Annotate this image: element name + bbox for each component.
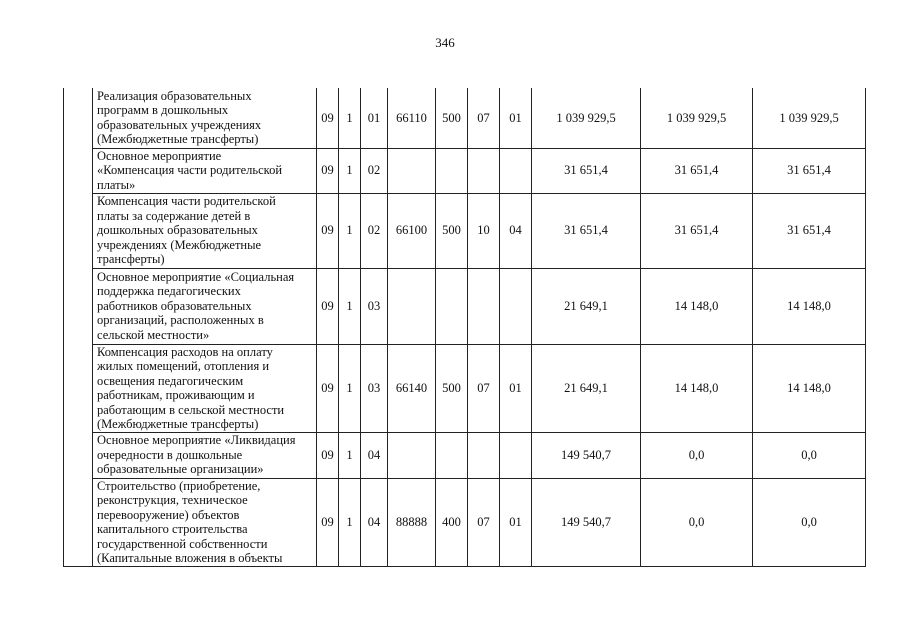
code-cell: 09 [317,432,339,478]
code-cell: 1 [339,432,361,478]
code-cell: 1 [339,88,361,148]
code-cell [388,148,436,193]
code-cell: 1 [339,193,361,268]
amount-cell: 0,0 [641,432,753,478]
amount-cell: 14 148,0 [641,268,753,344]
code-cell: 1 [339,268,361,344]
code-cell: 03 [361,344,388,432]
amount-cell: 0,0 [753,478,866,566]
code-cell [500,268,532,344]
row-description: Реализация образовательных программ в дошкольных образовательных учреждениях (Межбюджетные трансферты) [93,88,317,148]
table-row [64,88,866,148]
code-cell: 09 [317,344,339,432]
budget-table [63,88,866,567]
code-cell: 01 [500,344,532,432]
code-cell: 400 [436,478,468,566]
amount-cell: 149 540,7 [532,478,641,566]
code-cell: 01 [500,88,532,148]
amount-cell: 1 039 929,5 [641,88,753,148]
code-cell: 1 [339,478,361,566]
code-cell: 02 [361,193,388,268]
amount-cell: 31 651,4 [753,193,866,268]
row-description: Основное мероприятие «Ликвидация очередности в дошкольные образовательные организации» [93,432,317,478]
index-column [64,88,93,566]
code-cell: 09 [317,478,339,566]
row-description: Компенсация части родительской платы за содержание детей в дошкольных образовательных учреждениях (Межбюджетные трансферты) [93,193,317,268]
code-cell: 01 [500,478,532,566]
code-cell: 07 [468,478,500,566]
table-row [64,148,866,193]
amount-cell: 21 649,1 [532,344,641,432]
code-cell [468,432,500,478]
code-cell [436,432,468,478]
table-row [64,268,866,344]
page-number: 346 [435,35,455,50]
amount-cell: 31 651,4 [641,193,753,268]
code-cell: 1 [339,148,361,193]
row-description: Основное мероприятие «Компенсация части родительской платы» [93,148,317,193]
code-cell: 07 [468,88,500,148]
code-cell: 01 [361,88,388,148]
amount-cell: 21 649,1 [532,268,641,344]
amount-cell: 1 039 929,5 [753,88,866,148]
code-cell: 04 [500,193,532,268]
code-cell [500,432,532,478]
code-cell [436,268,468,344]
amount-cell: 0,0 [641,478,753,566]
amount-cell: 0,0 [753,432,866,478]
code-cell: 07 [468,344,500,432]
code-cell: 1 [339,344,361,432]
code-cell: 02 [361,148,388,193]
code-cell: 09 [317,193,339,268]
amount-cell: 14 148,0 [641,344,753,432]
table-row [64,478,866,566]
code-cell: 10 [468,193,500,268]
code-cell: 09 [317,148,339,193]
table-row [64,344,866,432]
code-cell: 66110 [388,88,436,148]
code-cell: 04 [361,478,388,566]
amount-cell: 31 651,4 [753,148,866,193]
table-row [64,432,866,478]
code-cell [436,148,468,193]
code-cell [468,148,500,193]
amount-cell: 14 148,0 [753,268,866,344]
code-cell [388,432,436,478]
code-cell: 500 [436,88,468,148]
row-description: Строительство (приобретение, реконструкция, техническое перевооружение) объектов капитального строительства государственной собственности (Капитальные вложения в объекты [93,478,317,566]
code-cell [388,268,436,344]
row-description: Компенсация расходов на оплату жилых помещений, отопления и освещения педагогическим работникам, проживающим и работающим в сельской местности (Межбюджетные трансферты) [93,344,317,432]
code-cell: 66100 [388,193,436,268]
row-description: Основное мероприятие «Социальная поддержка педагогических работников образовательных организаций, расположенных в сельской местности» [93,268,317,344]
amount-cell: 31 651,4 [532,193,641,268]
amount-cell: 1 039 929,5 [532,88,641,148]
code-cell: 09 [317,268,339,344]
amount-cell: 31 651,4 [532,148,641,193]
code-cell: 500 [436,193,468,268]
amount-cell: 31 651,4 [641,148,753,193]
table-row [64,193,866,268]
amount-cell: 149 540,7 [532,432,641,478]
code-cell [468,268,500,344]
code-cell: 500 [436,344,468,432]
code-cell: 04 [361,432,388,478]
amount-cell: 14 148,0 [753,344,866,432]
code-cell: 88888 [388,478,436,566]
code-cell: 03 [361,268,388,344]
code-cell [500,148,532,193]
code-cell: 66140 [388,344,436,432]
code-cell: 09 [317,88,339,148]
